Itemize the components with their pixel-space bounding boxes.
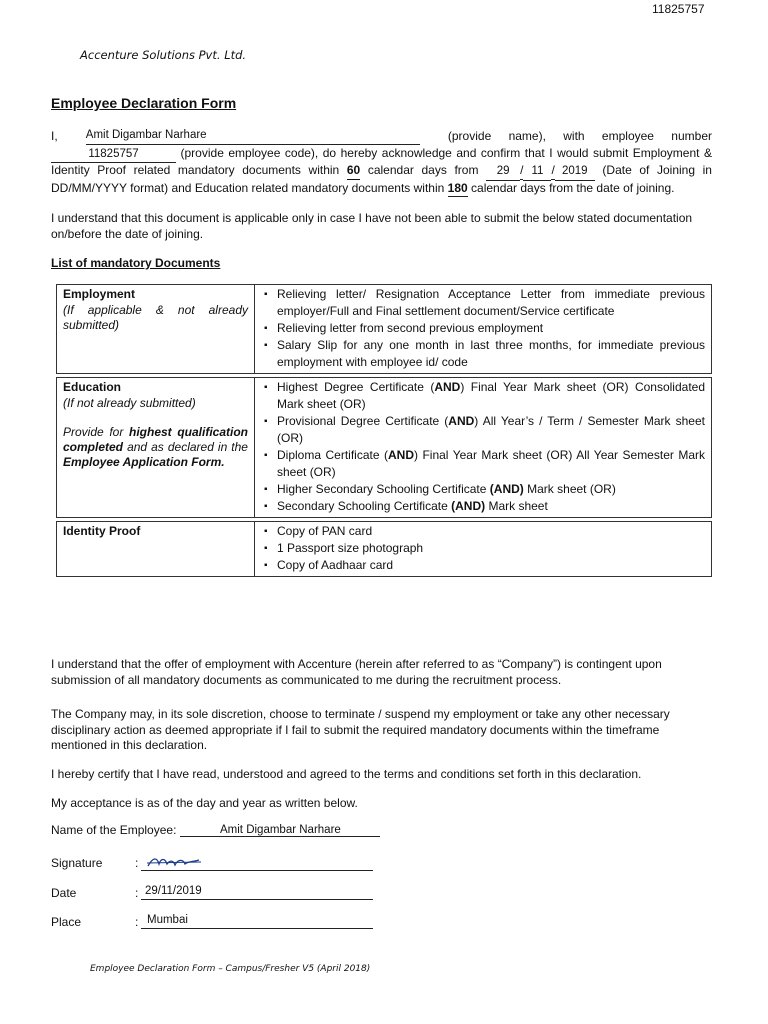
qualification-note: Provide for highest qualification completed and as declared in the Employee Application Form. (63, 425, 248, 469)
provide-name-text: (provide name), with employee number (447, 129, 712, 143)
table-row-education (57, 378, 712, 518)
place-field[interactable]: Mumbai (141, 913, 373, 929)
offer-paragraph: I understand that the offer of employment with Accenture (herein after referred to as “Company”) is contingent upon submission of all mandatory documents as communicated to me during the recruitment process. (51, 657, 662, 687)
list-item: ▪ Diploma Certificate (AND) Final Year Mark sheet (OR) All Year Semester Mark sheet (OR) (277, 447, 705, 481)
list-heading: List of mandatory Documents (51, 256, 221, 270)
category-note: (If not already submitted) (63, 396, 196, 410)
page-title: Employee Declaration Form (51, 95, 237, 111)
declaration-paragraph: I, Amit Digambar Narhare (provide name), with employee number 11825757 (provide employee code), do hereby acknowledge and confirm that I would submit Employment & Identity Proof related mandatory documents within 60 calendar days from 29 / 11 / 2019 (Date of Joining in DD/MM/YYYY format) and Education related mandatory documents within 180 calendar days from the date of joining. (51, 128, 712, 197)
list-item: ▪ Relieving letter from second previous employment (277, 320, 705, 337)
date-field[interactable]: 29/11/2019 (141, 884, 373, 900)
list-item: ▪ 1 Passport size photograph (277, 540, 705, 557)
document-number: 11825757 (652, 2, 705, 16)
category-name: Identity Proof (63, 524, 141, 538)
items-cell (255, 522, 712, 577)
mandatory-documents-table (56, 284, 712, 577)
declaration-text-5: calendar days from the date of joining. (471, 180, 675, 195)
list-item: ▪ Copy of PAN card (277, 523, 705, 540)
category-cell (57, 285, 255, 374)
employee-name-row (51, 823, 380, 837)
date-colon: : (135, 886, 139, 900)
table-row-employment (57, 285, 712, 374)
signature-label: Signature (51, 856, 103, 870)
signature-colon: : (135, 856, 139, 870)
company-name: Accenture Solutions Pvt. Ltd. (80, 48, 247, 62)
employee-name-field[interactable]: Amit Digambar Narhare (86, 128, 420, 145)
doj-day-field[interactable]: 29 (486, 164, 520, 181)
prefix-text: I, (51, 129, 58, 143)
footer-text: Employee Declaration Form – Campus/Fresher V5 (April 2018) (90, 964, 371, 974)
declaration-text-2: (provide employee code), do hereby acknowledge and confirm that I would submit Employment & Identity Proof related mandatory documents within (51, 145, 712, 177)
signature-name-field[interactable]: Amit Digambar Narhare (180, 824, 380, 837)
doj-month-field[interactable]: 11 (523, 164, 551, 181)
signature-image (145, 854, 205, 870)
list-item: ▪ Secondary Schooling Certificate (AND) Mark sheet (277, 498, 705, 515)
name-label: Name of the Employee: (51, 823, 177, 837)
category-cell (57, 378, 255, 518)
days-education: 180 (448, 181, 468, 198)
declaration-text-3: calendar days from (367, 163, 479, 177)
category-note: (If applicable & not already submitted) (63, 303, 248, 332)
place-label: Place (51, 915, 82, 929)
employee-code-field[interactable]: 11825757 (51, 147, 176, 164)
items-cell (255, 378, 712, 518)
list-item: ▪ Provisional Degree Certificate (AND) All Year’s / Term / Semester Mark sheet (OR) (277, 413, 705, 447)
table-row-identity (57, 522, 712, 577)
list-item: ▪ Higher Secondary Schooling Certificate (AND) Mark sheet (OR) (277, 481, 705, 498)
days-employment: 60 (347, 163, 360, 180)
certify-paragraph: I hereby certify that I have read, understood and agreed to the terms and conditions set forth in this declaration. (51, 767, 642, 781)
declaration-text-4: (Date of Joining in DD/MM/YYYY format) and Education related mandatory documents within (51, 163, 712, 195)
signature-field[interactable] (141, 854, 373, 871)
acceptance-paragraph: My acceptance is as of the day and year as written below. (51, 796, 358, 810)
list-item: ▪ Relieving letter/ Resignation Acceptance Letter from immediate previous employer/Full and Final settlement document/Service certificate (277, 286, 705, 320)
list-item: ▪ Salary Slip for any one month in last three months, for immediate previous employment with employee id/ code (277, 337, 705, 371)
doj-year-field[interactable]: 2019 (555, 164, 595, 181)
list-item: ▪ Copy of Aadhaar card (277, 557, 705, 574)
items-cell (255, 285, 712, 374)
applicability-paragraph: I understand that this document is applicable only in case I have not been able to submit the below stated documentation on/before the date of joining. (51, 211, 693, 241)
list-item: ▪ Highest Degree Certificate (AND) Final Year Mark sheet (OR) Consolidated Mark sheet (OR) (277, 379, 705, 413)
date-label: Date (51, 886, 77, 900)
category-name: Education (63, 380, 122, 394)
category-name: Employment (63, 287, 136, 301)
place-colon: : (135, 915, 139, 929)
category-cell (57, 522, 255, 577)
company-paragraph: The Company may, in its sole discretion, choose to terminate / suspend my employment or take any other necessary disciplinary action as deemed appropriate if I fail to submit the required mandatory documents within the timeframe mentioned in this declaration. (51, 707, 670, 752)
